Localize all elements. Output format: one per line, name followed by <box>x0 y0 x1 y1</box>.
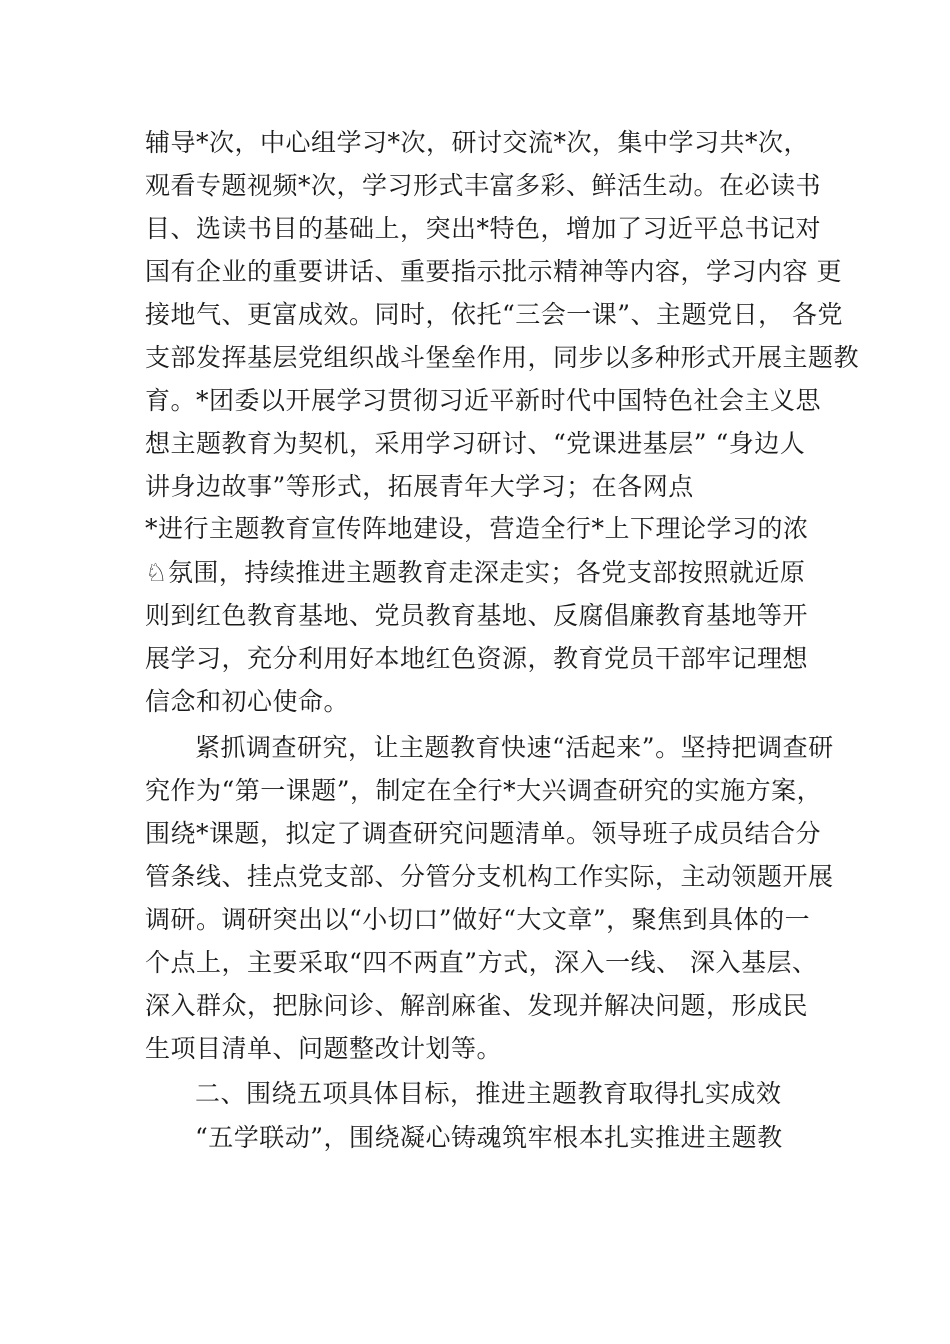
text-line: 调研。调研突出以“小切口”做好“大文章”，聚焦到具体的一 <box>145 905 811 934</box>
text-line: 生项目清单、问题整改计划等。 <box>145 1034 503 1063</box>
text-line: 信念和初心使命。 <box>145 687 350 716</box>
text-line: ♘氛围，持续推进主题教育走深走实；各党支部按照就近原 <box>145 558 806 587</box>
section-heading: 二、围绕五项具体目标，推进主题教育取得扎实成效 <box>195 1079 782 1108</box>
text-line: 接地气、更富成效。同时，依托“三会一课”、主题党日， 各党 <box>145 300 844 329</box>
text-line: 观看专题视频*次，学习形式丰富多彩、鲜活生动。在必读书 <box>145 171 822 200</box>
text-line: 则到红色教育基地、党员教育基地、反腐倡廉教育基地等开 <box>145 601 809 630</box>
text-line: 育。*团委以开展学习贯彻习近平新时代中国特色社会主义思 <box>145 386 822 415</box>
text-line: 深入群众，把脉问诊、解剖麻雀、发现并解决问题，形成民 <box>145 991 809 1020</box>
paragraph-heading-line: 紧抓调查研究，让主题教育快速“活起来”。坚持把调查研 <box>195 733 834 762</box>
text-line: 究作为“第一课题”，制定在全行*大兴调查研究的实施方案， <box>145 776 823 805</box>
text-line: *进行主题教育宣传阵地建设，营造全行*上下理论学习的浓 <box>145 514 809 543</box>
text-line: 辅导*次，中心组学习*次，研讨交流*次，集中学习共*次， <box>145 128 810 157</box>
paragraph-start-line: “五学联动”，围绕凝心铸魂筑牢根本扎实推进主题教 <box>195 1123 783 1152</box>
text-line: 目、选读书目的基础上，突出*特色，增加了习近平总书记对 <box>145 214 822 243</box>
text-line: 支部发挥基层党组织战斗堡垒作用，同步以多种形式开展主题教 <box>145 343 860 372</box>
text-line: 展学习，充分利用好本地红色资源，教育党员干部牢记理想 <box>145 644 809 673</box>
text-line: 想主题教育为契机，采用学习研讨、“党课进基层” “身边人 <box>145 429 806 458</box>
text-line: 围绕*课题，拟定了调查研究问题清单。领导班子成员结合分 <box>145 819 822 848</box>
text-line: 个点上，主要采取“四不两直”方式，深入一线、 深入基层、 <box>145 948 818 977</box>
text-line: 讲身边故事”等形式，拓展青年大学习；在各网点 <box>145 472 694 501</box>
text-line: 管条线、挂点党支部、分管分支机构工作实际，主动领题开展 <box>145 862 834 891</box>
text-line: 国有企业的重要讲话、重要指示批示精神等内容，学习内容 更 <box>145 257 842 286</box>
